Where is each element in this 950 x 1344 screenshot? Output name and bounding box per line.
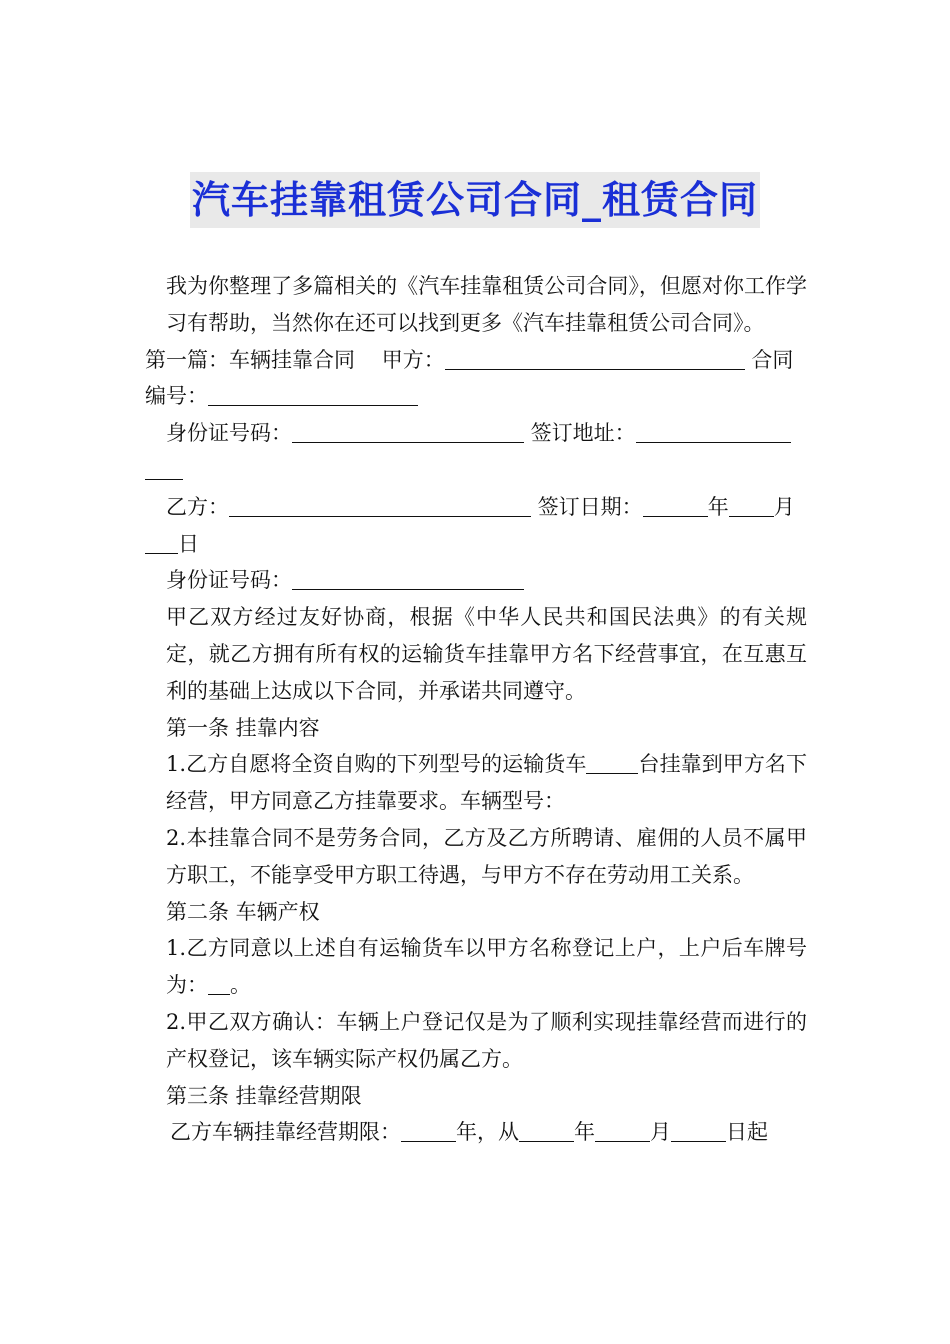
clause-text: 年 [574, 1120, 595, 1145]
truck-count-blank[interactable] [586, 747, 638, 774]
sign-place-label: 签订地址： [530, 421, 636, 446]
party-b-blank[interactable] [229, 490, 531, 517]
year-label: 年 [707, 494, 729, 519]
party-b-line [145, 489, 807, 563]
id-blank[interactable] [292, 416, 524, 443]
clause-text: 台挂靠到甲方名下经营，甲方同意乙方挂靠要求。车辆型号： [166, 752, 807, 814]
sign-place-blank-2[interactable] [145, 453, 183, 480]
id-b-blank[interactable] [292, 563, 524, 590]
clause-text: 月 [650, 1120, 671, 1145]
article-1-clause-2: 2.本挂靠合同不是劳务合同，乙方及乙方所聘请、雇佣的人员不属甲方职工，不能享受甲方职工待遇，与甲方不存在劳动用工关系。 [166, 825, 807, 887]
contract-no-blank[interactable] [208, 379, 418, 406]
section-heading: 第一篇：车辆挂靠合同 [145, 347, 355, 372]
start-month-blank[interactable] [595, 1115, 650, 1142]
clause-text: 乙方车辆挂靠经营期限： [170, 1120, 401, 1145]
document-body [145, 268, 807, 1151]
intro-paragraph: 我为你整理了多篇相关的《汽车挂靠租赁公司合同》，但愿对你工作学习有帮助，当然你在还可以找到更多《汽车挂靠租赁公司合同》。 [166, 274, 807, 335]
sign-date-label: 签订日期： [537, 494, 643, 519]
clause-text: 1.乙方自愿将全资自购的下列型号的运输货车 [166, 752, 587, 777]
document-title: 汽车挂靠租赁公司合同_租赁合同 [190, 172, 760, 228]
preamble-paragraph: 甲乙双方经过友好协商，根据《中华人民共和国民法典》的有关规定，就乙方拥有所有权的运输货车挂靠甲方名下经营事宜，在互惠互利的基础上达成以下合同，并承诺共同遵守。 [166, 605, 807, 703]
party-b-label: 乙方： [166, 494, 229, 519]
month-blank[interactable] [729, 490, 774, 517]
article-2-clause-2: 2.甲乙双方确认：车辆上户登记仅是为了顺利实现挂靠经营而进行的产权登记，该车辆实际产权仍属乙方。 [166, 1009, 807, 1071]
id-label: 身份证号码： [166, 421, 292, 446]
article-1-heading: 第一条 挂靠内容 [166, 715, 320, 740]
sign-place-blank[interactable] [636, 416, 791, 443]
month-label: 月 [773, 494, 795, 519]
party-a-label: 甲方： [381, 347, 445, 372]
clause-text: 日起 [726, 1120, 768, 1145]
document-title-wrap [0, 172, 950, 228]
start-year-blank[interactable] [519, 1115, 574, 1142]
clause-text: 1.乙方同意以上述自有运输货车以甲方名称登记上户，上户后车牌号为： [166, 936, 807, 998]
plate-no-blank[interactable] [208, 968, 230, 995]
term-years-blank[interactable] [401, 1115, 456, 1142]
id-place-line [145, 415, 807, 489]
article-2-heading: 第二条 车辆产权 [166, 899, 320, 924]
article-3-clause-1 [145, 1114, 807, 1151]
clause-text: 年，从 [456, 1120, 519, 1145]
year-blank[interactable] [643, 490, 708, 517]
day-blank[interactable] [145, 527, 178, 554]
article-1-clause-1 [145, 746, 807, 820]
clause-text: 。 [230, 973, 251, 998]
contract-no-label-2: 编号： [145, 384, 208, 409]
id-b-line [145, 562, 807, 599]
contract-no-label: 合同 [751, 347, 794, 372]
party-a-line [145, 342, 807, 416]
start-day-blank[interactable] [671, 1115, 726, 1142]
id-label-b: 身份证号码： [166, 568, 292, 593]
day-label: 日 [178, 531, 199, 556]
article-3-heading: 第三条 挂靠经营期限 [166, 1083, 362, 1108]
article-2-clause-1 [145, 930, 807, 1004]
party-a-blank[interactable] [445, 343, 745, 370]
